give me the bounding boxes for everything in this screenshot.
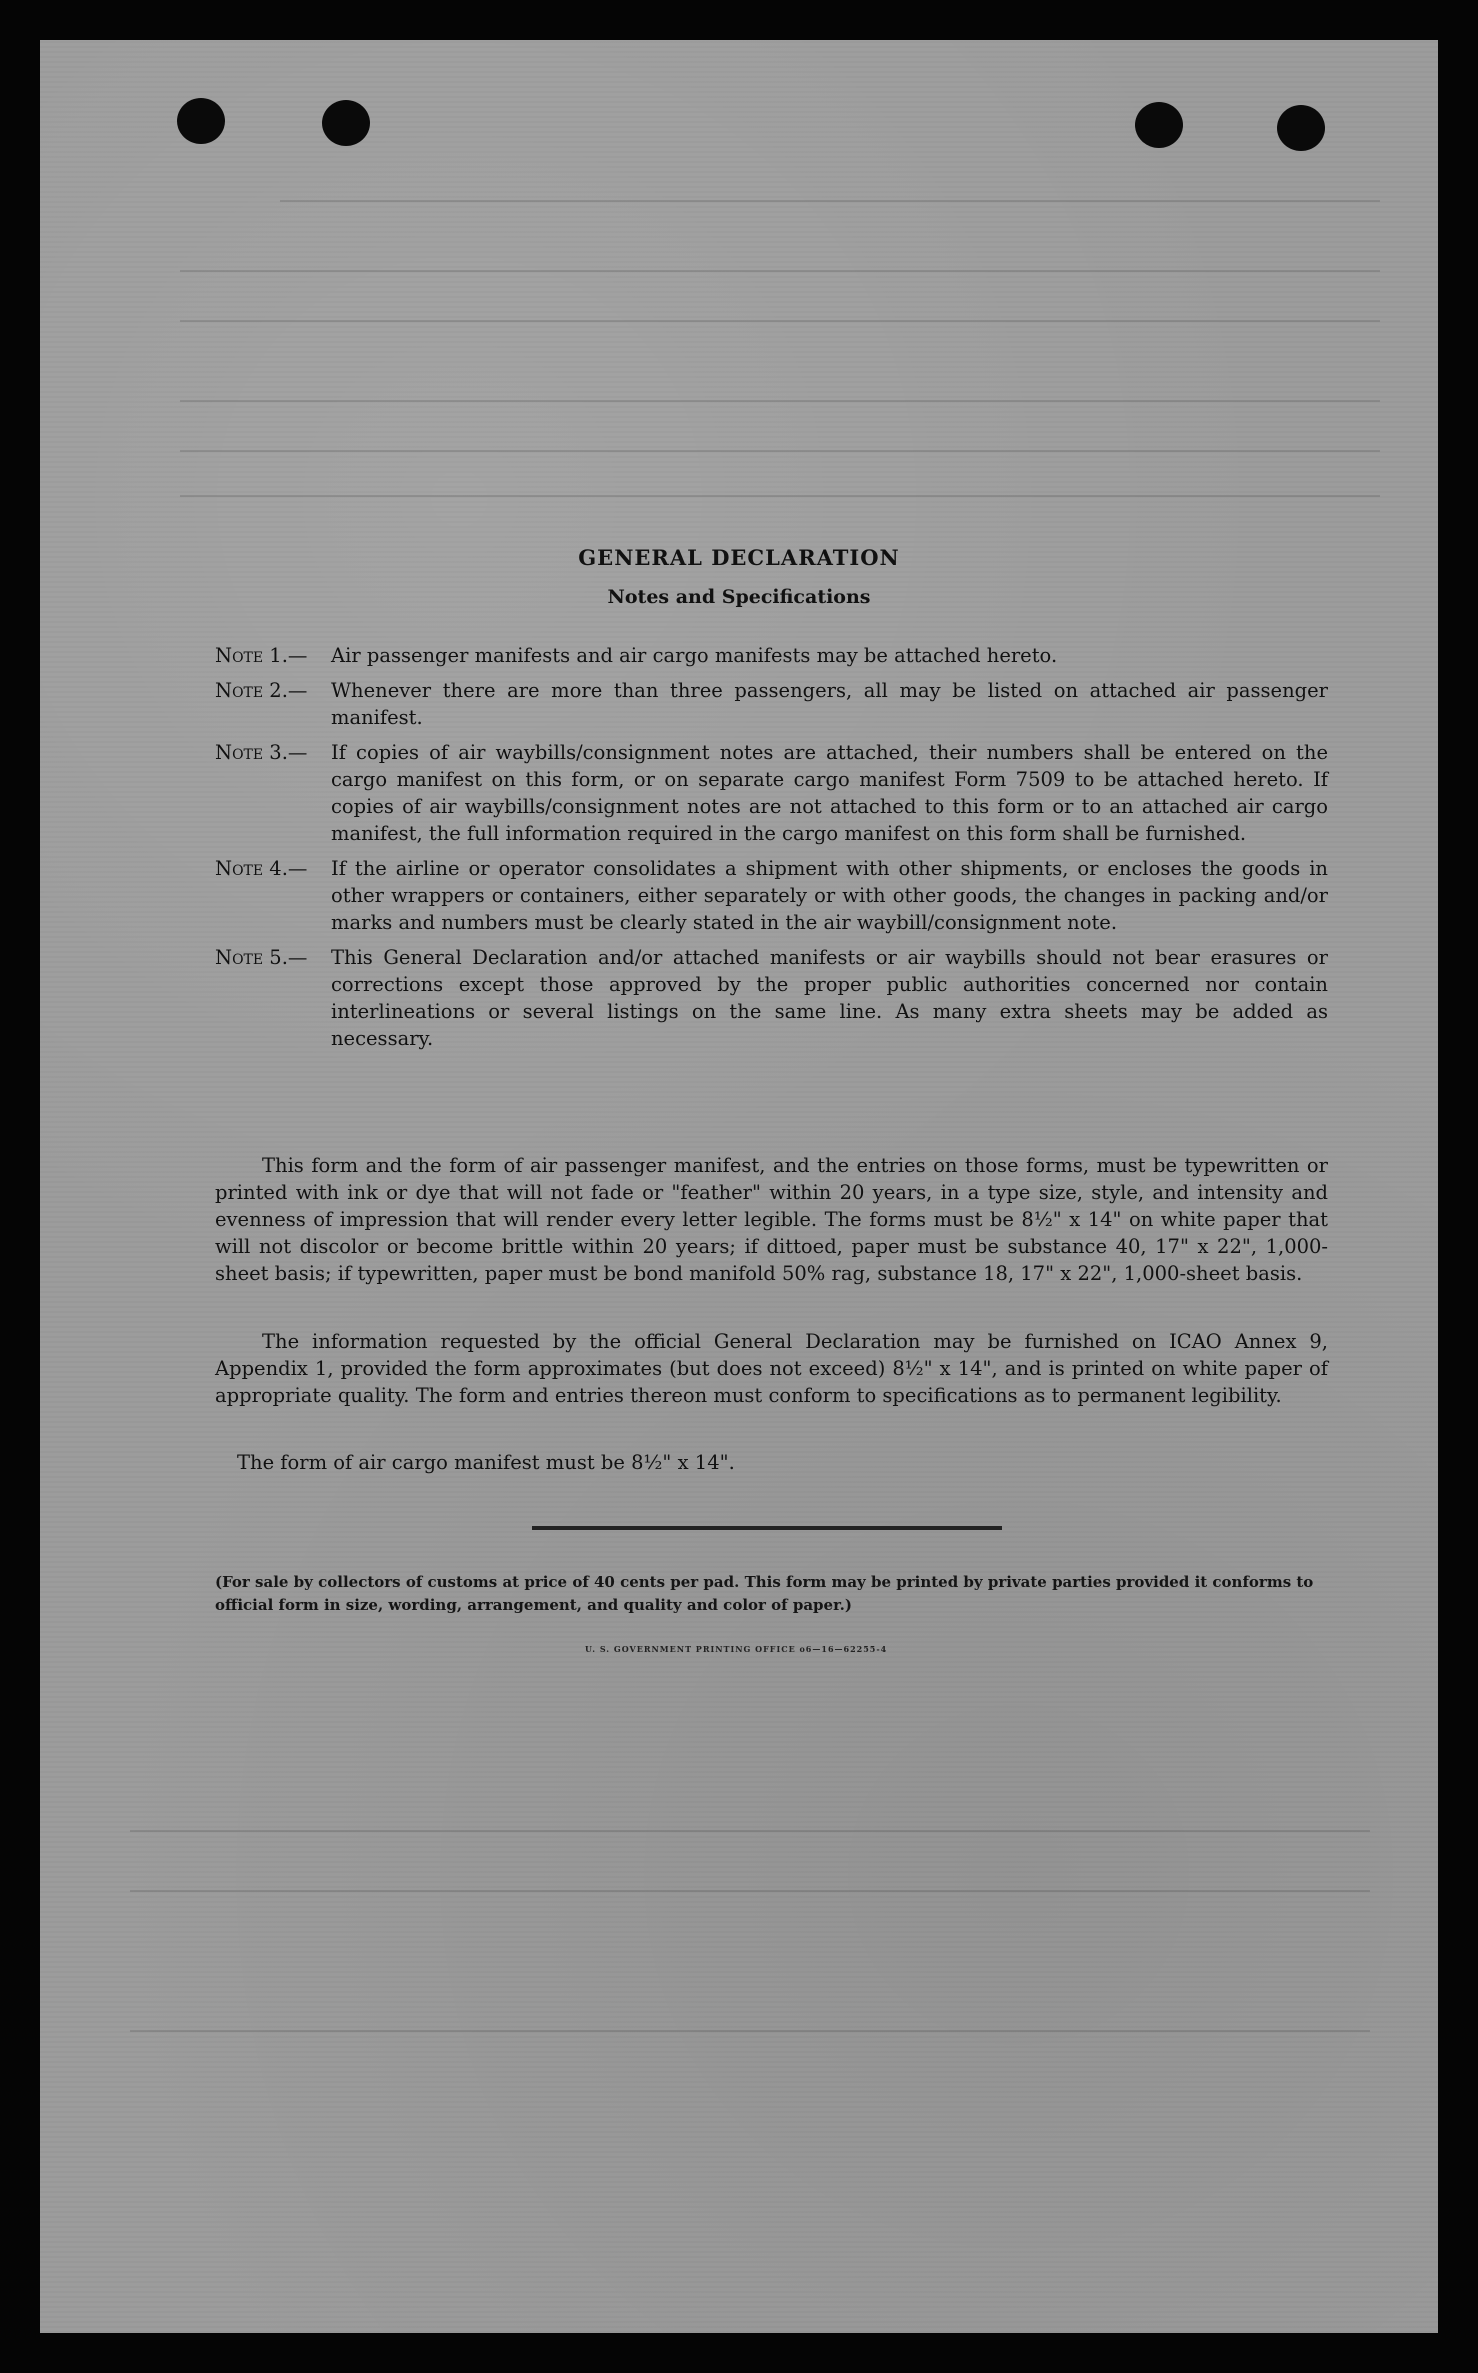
page-title: GENERAL DECLARATION [578, 545, 900, 570]
bleed-through-line [130, 2030, 1370, 2032]
paragraph-icao-annex: The information requested by the official General Declaration may be furnished on ICAO Annex 9, Appendix 1, provided the form approximates (but does not exceed) 8½" x 14", and is printed on white paper of appropriate quality. The form and entries thereon must conform to specifications as to permanent legibility. [215, 1330, 1328, 1407]
note-2 [215, 677, 1328, 731]
page-subtitle: Notes and Specifications [607, 586, 871, 608]
note-text: This General Declaration and/or attached manifests or air waybills should not bear erasures or corrections except those approved by the proper public authorities concerned nor contain interlineations or several listings on the same line. As many extra sheets may be added as necessary. [331, 946, 1328, 1050]
note-4 [215, 855, 1328, 936]
note-text: If copies of air waybills/consignment notes are attached, their numbers shall be entered on the cargo manifest on this form, or on separate cargo manifest Form 7509 to be attached hereto. If copies of air waybills/consignment notes are not attached to this form or to an attached air cargo manifest, the full information required in the cargo manifest on this form shall be furnished. [331, 741, 1328, 845]
note-label: Note 3.— [215, 741, 308, 764]
note-5 [215, 944, 1328, 1052]
note-label: Note 5.— [215, 946, 308, 969]
bleed-through-line [180, 320, 1380, 322]
punch-hole-4 [1277, 105, 1325, 151]
paragraph-form-requirements: This form and the form of air passenger manifest, and the entries on those forms, must be typewritten or printed with ink or dye that will not fade or "feather" within 20 years, in a type size, style, and intensity and evenness of impression that will render every letter legible. The forms must be 8½" x 14" on white paper that will not discolor or become brittle within 20 years; if dittoed, paper must be substance 40, 17" x 22", 1,000-sheet basis; if typewritten, paper must be bond manifold 50% rag, substance 18, 17" x 22", 1,000-sheet basis. [215, 1154, 1328, 1285]
note-1 [215, 642, 1328, 669]
bleed-through-line [180, 270, 1380, 272]
note-label: Note 4.— [215, 857, 308, 880]
bleed-through-line [280, 200, 1380, 202]
note-text: Air passenger manifests and air cargo manifests may be attached hereto. [331, 644, 1058, 667]
punch-hole-1 [177, 98, 225, 144]
bleed-through-line [180, 400, 1380, 402]
punch-hole-2 [322, 100, 370, 146]
document-sheet [40, 40, 1438, 2333]
bleed-through-line [180, 495, 1380, 497]
note-3 [215, 739, 1328, 847]
bleed-through-line [130, 1830, 1370, 1832]
sale-note: (For sale by collectors of customs at price of 40 cents per pad. This form may be printed by private parties provided it conforms to official form in size, wording, arrangement, and quality and color of paper.) [215, 1573, 1314, 1614]
punch-hole-3 [1135, 102, 1183, 148]
note-label: Note 1.— [215, 644, 308, 667]
bleed-through-line [130, 1890, 1370, 1892]
note-label: Note 2.— [215, 679, 308, 702]
bleed-through-line [180, 450, 1380, 452]
notes-list [215, 642, 1328, 1060]
divider-rule [532, 1526, 1002, 1530]
paragraph-cargo-manifest-size: The form of air cargo manifest must be 8½" x 14". [237, 1451, 735, 1474]
note-text: If the airline or operator consolidates a shipment with other shipments, or encloses the goods in other wrappers or containers, either separately or with other goods, the changes in packing and/or marks and numbers must be clearly stated in the air waybill/consignment note. [331, 857, 1328, 934]
note-text: Whenever there are more than three passengers, all may be listed on attached air passenger manifest. [331, 679, 1328, 729]
printing-office-imprint: U. S. GOVERNMENT PRINTING OFFICE o6—16—62255-4 [585, 1644, 888, 1654]
